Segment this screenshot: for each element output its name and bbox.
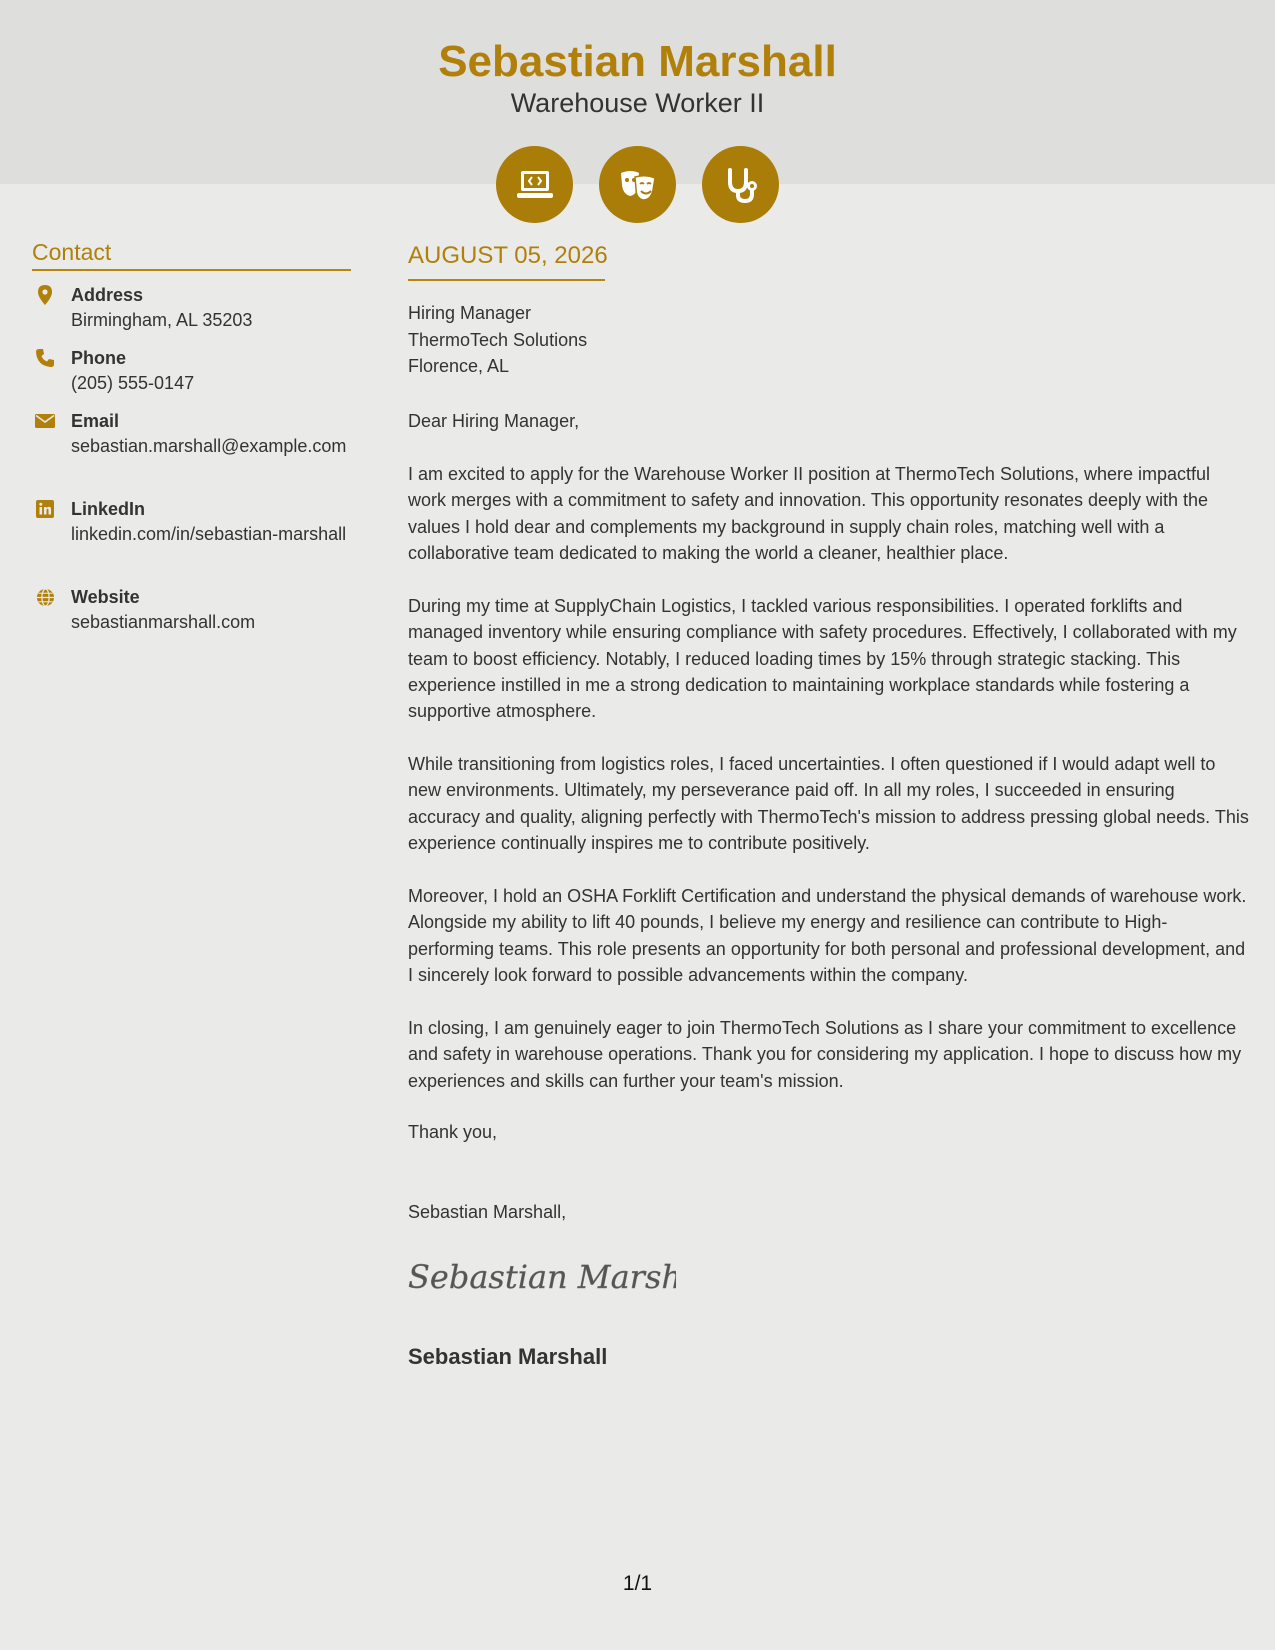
salutation: Dear Hiring Manager, xyxy=(408,411,580,431)
date-divider xyxy=(408,279,605,281)
contact-divider xyxy=(32,269,351,271)
envelope-icon xyxy=(32,410,58,432)
theater-masks-icon xyxy=(599,146,676,223)
globe-icon xyxy=(32,586,58,608)
map-marker-icon xyxy=(32,284,58,306)
email-value: sebastian.marshall@example.com xyxy=(71,436,347,456)
recipient-line: Hiring Manager xyxy=(408,303,532,323)
contact-heading: Contact xyxy=(32,239,112,265)
body-paragraph: During my time at SupplyChain Logistics, I tackled various responsibilities. I operated forklifts and managed inventory while ensuring compliance with safety procedures. Effectively, I collaborated with my team to boost efficiency. Notably, I reduced loading times by 15% through strategic stacking. This experience instilled in me a strong dedication to maintaining workplace standards while fostering a supportive atmosphere. xyxy=(408,596,1237,722)
address-value: Birmingham, AL 35203 xyxy=(71,310,253,330)
letter-date: AUGUST 05, 2026 xyxy=(408,242,608,269)
recipient-block xyxy=(408,300,587,380)
signature-text: Sebastian Marsh xyxy=(408,1258,676,1296)
contact-label: Phone xyxy=(71,348,127,368)
phone-value: (205) 555-0147 xyxy=(71,373,195,393)
applicant-name: Sebastian Marshall xyxy=(438,37,837,86)
recipient-line: ThermoTech Solutions xyxy=(408,329,588,350)
contact-label: LinkedIn xyxy=(71,499,146,519)
stethoscope-icon xyxy=(702,146,779,223)
body-paragraph: Moreover, I hold an OSHA Forklift Certification and understand the physical demands of warehouse work. Alongside my ability to lift 40 pounds, I believe my energy and resilience can contribute to High-performing teams. This role presents an opportunity for both personal and professional development, and I sincerely look forward to possible advancements within the company. xyxy=(408,886,1247,985)
body-paragraph: In closing, I am genuinely eager to join ThermoTech Solutions as I share your commitment to excellence and safety in warehouse operations. Thank you for considering my application. I hope to discuss how my experiences and skills can further your team's mission. xyxy=(408,1018,1242,1091)
body-paragraph: While transitioning from logistics roles, I faced uncertainties. I often questioned if I would adapt well to new environments. Ultimately, my perseverance paid off. In all my roles, I succeeded in ensuring accuracy and quality, aligning perfectly with ThermoTech's mission to address pressing global needs. This experience continually inspires me to contribute positively. xyxy=(408,754,1249,853)
recipient-line: Florence, AL xyxy=(408,356,510,376)
handwritten-signature xyxy=(406,1250,676,1307)
linkedin-value: linkedin.com/in/sebastian-marshall xyxy=(71,524,347,544)
contact-label: Address xyxy=(71,285,144,305)
body-paragraph: I am excited to apply for the Warehouse Worker II position at ThermoTech Solutions, where impactful work merges with a commitment to safety and innovation. This opportunity resonates deeply with the values I hold dear and complements my background in supply chain roles, matching well with a collaborative team dedicated to making the world a cleaner, healthier place. xyxy=(408,464,1211,563)
job-title: Warehouse Worker II xyxy=(510,88,765,118)
laptop-code-icon xyxy=(496,146,573,223)
page-number: 1/1 xyxy=(622,1572,653,1595)
contact-label: Website xyxy=(71,587,140,607)
website-value: sebastianmarshall.com xyxy=(71,612,256,632)
signoff-name: Sebastian Marshall, xyxy=(408,1202,567,1222)
printed-name: Sebastian Marshall xyxy=(408,1344,608,1369)
phone-icon xyxy=(32,347,58,369)
linkedin-icon xyxy=(32,498,58,520)
contact-label: Email xyxy=(71,411,120,431)
closing: Thank you, xyxy=(408,1122,498,1142)
